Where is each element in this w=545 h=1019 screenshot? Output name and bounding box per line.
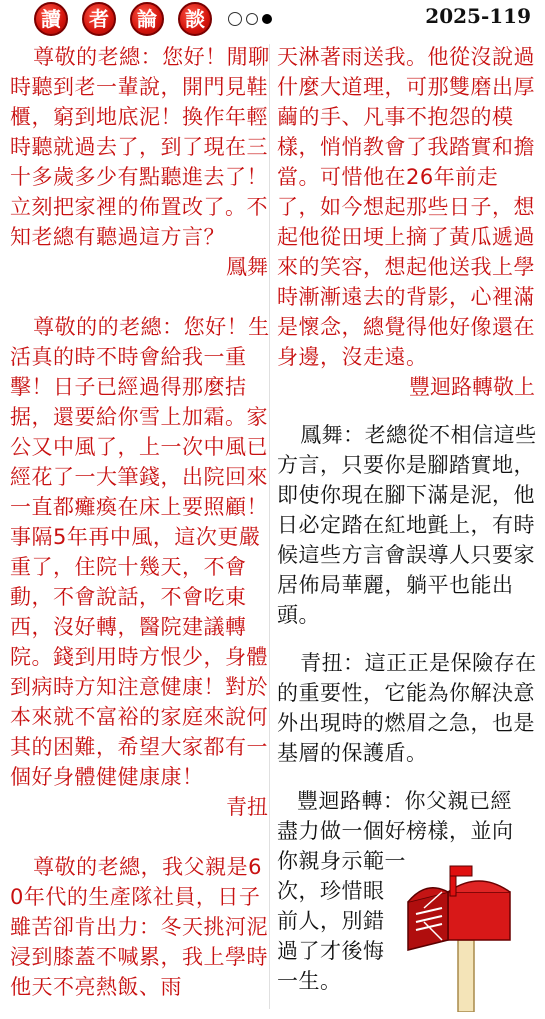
open-circle-icon [246, 13, 258, 25]
letter-3-text-part1: 尊敬的老總，我父親是60年代的生產隊社員，日子雖苦卻肯出力：冬天挑河泥浸到膝蓋不喊累，我上學時他天不亮熱飯、雨 [10, 855, 268, 999]
open-circle-icon [228, 12, 242, 26]
reply-3-line: 豐迴路轉：你父親已經 [297, 789, 512, 813]
reply-3-line: 前人，別錯 [277, 909, 385, 933]
title-badge-1: 讀 [34, 2, 68, 36]
mailbox-icon [398, 862, 538, 1012]
title-badge-3: 論 [130, 2, 164, 36]
reply-3-line: 你親身示範一 [277, 849, 406, 873]
filled-circle-icon [262, 14, 272, 24]
title-badge-4: 談 [178, 2, 212, 36]
letter-3-text-part2: 天淋著雨送我。他從沒說過什麼大道理，可那雙磨出厚繭的手、凡事不抱怨的模樣，悄悄教會了我踏實和擔當。可惜他在26年前走了，如今想起那些日子，想起他從田埂上摘了黃瓜遞過來的笑容，想起他送我上學時漸漸遠去的背影，心裡滿是懷念，總覺得他好像還在身邊，沒走遠。 [277, 45, 535, 369]
reply-2: 青扭：這正正是保險存在的重要性，它能為你解決意外出現時的燃眉之急，也是基層的保護盾。 [277, 651, 537, 765]
letter-2-signature: 青扭 [226, 795, 268, 819]
reply-3-line: 一生。 [277, 969, 342, 993]
letter-2-text: 尊敬的的老總：您好！生活真的時不時會給我一重擊！日子已經過得那麼拮据，還要給你雪上加霜。家公又中風了，上一次中風已經花了一大筆錢，出院回來一直都癱瘓在床上要照顧！事隔5年再中風，這次更嚴重了，住院十幾天，不會動，不會說話，不會吃東西，沒好轉，醫院建議轉院。錢到用時方恨少，身體到病時方知注意健康！對於本來就不富裕的家庭來說何其的困難，希望大家都有一個好身體健健康康！ [10, 315, 270, 789]
reply-3-line: 盡力做一個好榜樣，並向 [277, 819, 514, 843]
left-column [10, 42, 272, 1002]
title-badge-2: 者 [82, 2, 116, 36]
reply-3-line: 次，珍惜眼 [277, 879, 385, 903]
issue-number: 2025-119 [425, 4, 531, 28]
letter-3-signature: 豐迴路轉敬上 [409, 375, 535, 399]
reply-3-line: 過了才後悔 [277, 939, 385, 963]
right-column [277, 42, 539, 996]
letter-1-signature: 鳳舞 [226, 255, 268, 279]
reply-1: 鳳舞：老總從不相信這些方言，只要你是腳踏實地，即使你現在腳下滿是泥，他日必定踏在紅地氈上，有時候這些方言會誤導人只要家居佈局華麗，躺平也能出頭。 [277, 423, 537, 627]
letter-1-text: 尊敬的老總：您好！閒聊時聽到老一輩說，開門見鞋櫃，窮到地底泥！換作年輕時聽就過去了，到了現在三十多歲多少有點聽進去了！立刻把家裡的佈置改了。不知老總有聽過這方言？ [10, 45, 270, 249]
column-header [0, 0, 545, 38]
ornament-dots [228, 10, 272, 28]
